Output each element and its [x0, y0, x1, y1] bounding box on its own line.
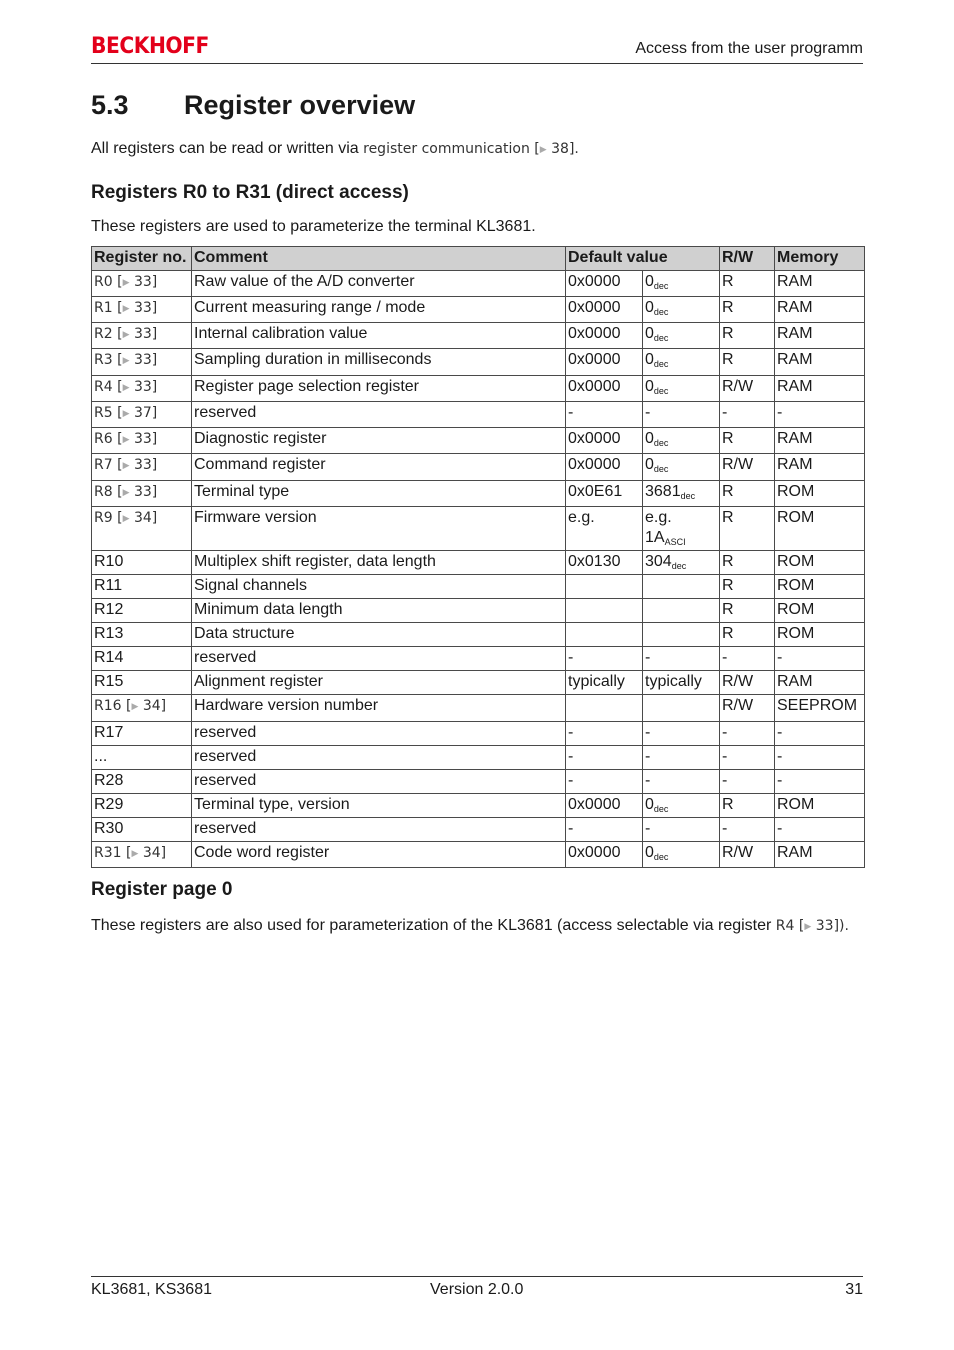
cell-comment: Command register [192, 454, 566, 481]
cell-register [92, 575, 192, 599]
cell-default-hex: - [566, 770, 643, 794]
cell-comment: Multiplex shift register, data length [192, 551, 566, 575]
table-row [92, 428, 865, 454]
value-format-subscript: dec [653, 438, 669, 448]
direct-access-heading: Registers R0 to R31 (direct access) [91, 182, 409, 203]
default-value: typically [645, 673, 702, 690]
table-row [92, 349, 865, 376]
table-row [92, 722, 865, 746]
register-link[interactable]: R7 [94, 457, 113, 473]
cell-register [92, 599, 192, 623]
cell-register: R1 [▶ 33] [92, 297, 192, 323]
page-ref-icon: ▶ [122, 330, 130, 340]
value-format-subscript: dec [653, 386, 669, 396]
register-link[interactable]: R16 [94, 698, 122, 714]
table-header-row [92, 247, 865, 271]
default-value: 0 [645, 351, 654, 368]
direct-access-text: These registers are used to parameterize the terminal KL3681. [91, 218, 536, 235]
cell-register: R0 [▶ 33] [92, 271, 192, 297]
page-ref-icon: ▶ [131, 849, 139, 859]
cell-default-dec [643, 376, 720, 402]
cell-memory: SEEPROM [775, 695, 865, 722]
register-link[interactable]: R1 [94, 300, 113, 316]
register-number: R30 [94, 820, 124, 837]
table-row [92, 271, 865, 297]
cell-default-dec [643, 323, 720, 349]
page-ref-icon: ▶ [122, 435, 130, 445]
cell-memory: - [775, 647, 865, 671]
cell-default-dec [643, 507, 720, 551]
register-number: ... [94, 748, 108, 765]
cell-comment: Sampling duration in milliseconds [192, 349, 566, 376]
cell-memory: ROM [775, 481, 865, 507]
col-memory: Memory [775, 247, 865, 271]
register-page-ref[interactable]: 33 [133, 379, 152, 395]
cell-register: R5 [▶ 37] [92, 402, 192, 428]
cell-comment: Hardware version number [192, 695, 566, 722]
cell-rw: R [720, 794, 775, 818]
page-ref-icon: ▶ [122, 383, 130, 393]
cell-memory: RAM [775, 454, 865, 481]
cell-register [92, 671, 192, 695]
page-ref-icon: ▶ [122, 409, 130, 419]
default-value: - [645, 748, 651, 765]
register-page-ref[interactable]: 34 [142, 698, 161, 714]
cell-comment: reserved [192, 402, 566, 428]
cell-memory: - [775, 746, 865, 770]
register-page-ref[interactable]: 33 [133, 326, 152, 342]
cell-default-dec [643, 671, 720, 695]
table-row [92, 647, 865, 671]
cell-default-hex: 0x0000 [566, 454, 643, 481]
header-divider [91, 63, 863, 64]
cell-memory: RAM [775, 271, 865, 297]
cell-rw: R [720, 623, 775, 647]
cell-memory: RAM [775, 349, 865, 376]
cell-default-hex [566, 599, 643, 623]
cell-default-dec [643, 481, 720, 507]
cell-comment: Raw value of the A/D converter [192, 271, 566, 297]
intro-tail: ]. [568, 141, 579, 157]
table-row [92, 818, 865, 842]
register-link[interactable]: R4 [94, 379, 113, 395]
page-ref-icon: ▶ [122, 461, 130, 471]
cell-default-hex [566, 575, 643, 599]
cell-rw: R [720, 349, 775, 376]
table-row [92, 323, 865, 349]
table-row [92, 481, 865, 507]
default-value: 3681 [645, 483, 681, 500]
cell-comment: Current measuring range / mode [192, 297, 566, 323]
register-page-ref[interactable]: 33 [133, 431, 152, 447]
cell-default-dec [643, 794, 720, 818]
cell-default-dec [643, 647, 720, 671]
col-comment: Comment [192, 247, 566, 271]
col-rw: R/W [720, 247, 775, 271]
cell-default-dec [643, 842, 720, 868]
cell-default-dec [643, 623, 720, 647]
value-format-subscript: dec [653, 359, 669, 369]
default-value: 0 [645, 430, 654, 447]
table-row [92, 794, 865, 818]
cell-comment: Register page selection register [192, 376, 566, 402]
default-value: 0 [645, 273, 654, 290]
default-value: 0 [645, 325, 654, 342]
cell-rw: - [720, 402, 775, 428]
cell-comment: Terminal type [192, 481, 566, 507]
intro-text: All registers can be read or written via [91, 140, 364, 157]
register-page-ref[interactable]: 37 [133, 405, 152, 421]
footer-page-number: 31 [845, 1281, 863, 1298]
table-row [92, 695, 865, 722]
cell-rw: - [720, 647, 775, 671]
register-link[interactable]: R2 [94, 326, 113, 342]
register-number: R10 [94, 553, 124, 570]
cell-register [92, 647, 192, 671]
table-row [92, 623, 865, 647]
register-page-0-heading: Register page 0 [91, 879, 233, 900]
cell-register [92, 623, 192, 647]
cell-memory: - [775, 770, 865, 794]
default-value-line2: 1A [645, 529, 665, 546]
cell-memory: ROM [775, 551, 865, 575]
cell-memory: - [775, 402, 865, 428]
register-link[interactable]: R3 [94, 352, 113, 368]
register-link[interactable]: R0 [94, 274, 113, 290]
cell-default-dec [643, 428, 720, 454]
register-number: R14 [94, 649, 124, 666]
page-ref-icon: ▶ [131, 702, 139, 712]
cell-register [92, 551, 192, 575]
default-value: 0 [645, 456, 654, 473]
cell-default-hex: 0x0000 [566, 323, 643, 349]
cell-default-hex: typically [566, 671, 643, 695]
value-format-subscript: dec [653, 281, 669, 291]
table-row [92, 376, 865, 402]
table-row [92, 297, 865, 323]
value-format-subscript: dec [653, 804, 669, 814]
cell-default-dec [643, 271, 720, 297]
cell-default-dec [643, 551, 720, 575]
cell-memory: RAM [775, 671, 865, 695]
table-row [92, 402, 865, 428]
cell-rw: R [720, 599, 775, 623]
register-page-ref[interactable]: 34 [133, 510, 152, 526]
register-page-ref[interactable]: 33 [133, 457, 152, 473]
cell-default-hex: - [566, 722, 643, 746]
cell-default-dec [643, 818, 720, 842]
cell-rw: - [720, 818, 775, 842]
cell-default-dec [643, 349, 720, 376]
cell-default-dec [643, 746, 720, 770]
cell-rw: R [720, 481, 775, 507]
value-format-subscript: dec [653, 464, 669, 474]
cell-memory: RAM [775, 297, 865, 323]
cell-default-dec [643, 599, 720, 623]
cell-rw: R [720, 271, 775, 297]
cell-default-hex: 0x0E61 [566, 481, 643, 507]
page0-page-ref[interactable]: 33 [815, 918, 834, 934]
cell-default-hex: 0x0130 [566, 551, 643, 575]
cell-default-dec [643, 402, 720, 428]
default-value: - [645, 404, 651, 421]
cell-memory: RAM [775, 376, 865, 402]
cell-default-dec [643, 297, 720, 323]
default-value: - [645, 820, 651, 837]
register-number: R17 [94, 724, 124, 741]
cell-default-dec [643, 722, 720, 746]
cell-register [92, 746, 192, 770]
cell-comment: reserved [192, 722, 566, 746]
cell-comment: reserved [192, 770, 566, 794]
table-row [92, 746, 865, 770]
section-number: 5.3 [91, 90, 129, 120]
cell-rw: R/W [720, 695, 775, 722]
cell-default-hex: - [566, 647, 643, 671]
cell-register [92, 818, 192, 842]
footer-divider [91, 1276, 863, 1277]
cell-rw: R/W [720, 376, 775, 402]
section-heading: Register overview [184, 90, 416, 120]
cell-comment: Data structure [192, 623, 566, 647]
intro-page-ref[interactable]: 38 [551, 141, 569, 157]
cell-rw: - [720, 746, 775, 770]
register-number: R15 [94, 673, 124, 690]
cell-default-hex: - [566, 402, 643, 428]
register-number: R28 [94, 772, 124, 789]
value-format-subscript: ASCI [664, 537, 686, 547]
value-format-subscript: dec [653, 852, 669, 862]
cell-memory: - [775, 818, 865, 842]
cell-default-hex: - [566, 746, 643, 770]
register-page-0-text: These registers are also used for parameterization of the KL3681 (access selectable via register R4 [▶ 33]). [91, 917, 849, 934]
cell-default-hex: 0x0000 [566, 842, 643, 868]
cell-default-hex: 0x0000 [566, 428, 643, 454]
cell-comment: Firmware version [192, 507, 566, 551]
cell-register: R8 [▶ 33] [92, 481, 192, 507]
cell-memory: ROM [775, 599, 865, 623]
cell-default-hex: 0x0000 [566, 349, 643, 376]
intro-paragraph: All registers can be read or written via register communication [▶ 38]. [91, 140, 579, 157]
register-communication-link[interactable]: register communication [363, 141, 530, 157]
cell-rw: R [720, 507, 775, 551]
cell-default-dec [643, 695, 720, 722]
cell-default-dec [643, 454, 720, 481]
cell-comment: Signal channels [192, 575, 566, 599]
cell-rw: R/W [720, 454, 775, 481]
cell-register: R6 [▶ 33] [92, 428, 192, 454]
table-row [92, 770, 865, 794]
cell-default-dec [643, 770, 720, 794]
default-value: - [645, 724, 651, 741]
cell-register: R31 [▶ 34] [92, 842, 192, 868]
cell-memory: RAM [775, 842, 865, 868]
cell-default-hex: e.g. [566, 507, 643, 551]
cell-default-dec [643, 575, 720, 599]
cell-register [92, 770, 192, 794]
value-format-subscript: dec [653, 307, 669, 317]
cell-memory: ROM [775, 575, 865, 599]
cell-memory: ROM [775, 623, 865, 647]
col-register-no: Register no. [92, 247, 192, 271]
register-link[interactable]: R5 [94, 405, 113, 421]
register-link[interactable]: R31 [94, 845, 122, 861]
cell-register: R4 [▶ 33] [92, 376, 192, 402]
page-ref-icon: ▶ [122, 304, 130, 314]
col-default-value: Default value [566, 247, 720, 271]
value-format-subscript: dec [653, 333, 669, 343]
cell-register: R9 [▶ 34] [92, 507, 192, 551]
section-title [91, 90, 415, 121]
cell-default-hex [566, 623, 643, 647]
page-ref-icon: ▶ [539, 145, 547, 155]
table-row [92, 551, 865, 575]
register-page-ref[interactable]: 33 [133, 484, 152, 500]
header-title: Access from the user programm [635, 40, 863, 57]
cell-comment: Terminal type, version [192, 794, 566, 818]
cell-comment: reserved [192, 647, 566, 671]
cell-memory: RAM [775, 323, 865, 349]
cell-comment: Minimum data length [192, 599, 566, 623]
cell-memory: RAM [775, 428, 865, 454]
cell-register: R2 [▶ 33] [92, 323, 192, 349]
register-page-ref[interactable]: 33 [133, 274, 152, 290]
cell-rw: - [720, 722, 775, 746]
cell-memory: ROM [775, 794, 865, 818]
register-link[interactable]: R9 [94, 510, 113, 526]
cell-register: R3 [▶ 33] [92, 349, 192, 376]
register-page-ref[interactable]: 34 [142, 845, 161, 861]
value-format-subscript: dec [671, 561, 687, 571]
register-table [91, 246, 865, 868]
page0-text: These registers are also used for parameterization of the KL3681 (access selectable via register [91, 917, 776, 934]
table-row [92, 454, 865, 481]
cell-default-hex: 0x0000 [566, 271, 643, 297]
register-page-ref[interactable]: 33 [133, 352, 152, 368]
cell-default-hex [566, 695, 643, 722]
cell-comment: Diagnostic register [192, 428, 566, 454]
cell-default-hex: 0x0000 [566, 297, 643, 323]
default-value: 304 [645, 553, 672, 570]
cell-comment: Alignment register [192, 671, 566, 695]
cell-rw: R/W [720, 842, 775, 868]
page-ref-icon: ▶ [122, 356, 130, 366]
register-link[interactable]: R6 [94, 431, 113, 447]
beckhoff-logo: BECKHOFF [91, 34, 209, 59]
table-row [92, 671, 865, 695]
page-ref-icon: ▶ [122, 278, 130, 288]
register-number: R29 [94, 796, 124, 813]
cell-memory: - [775, 722, 865, 746]
default-value: 0 [645, 844, 654, 861]
cell-comment: Internal calibration value [192, 323, 566, 349]
cell-default-hex: 0x0000 [566, 376, 643, 402]
default-value: 0 [645, 796, 654, 813]
page-ref-icon: ▶ [122, 514, 130, 524]
cell-memory: ROM [775, 507, 865, 551]
cell-register [92, 794, 192, 818]
cell-rw: R [720, 297, 775, 323]
cell-rw: R [720, 428, 775, 454]
table-row [92, 599, 865, 623]
cell-rw: R [720, 575, 775, 599]
cell-comment: reserved [192, 746, 566, 770]
table-row [92, 507, 865, 551]
page-ref-icon: ▶ [804, 922, 812, 932]
default-value: 0 [645, 299, 654, 316]
register-page-ref[interactable]: 33 [133, 300, 152, 316]
page-ref-icon: ▶ [122, 488, 130, 498]
table-row [92, 575, 865, 599]
cell-default-hex: - [566, 818, 643, 842]
cell-register: R7 [▶ 33] [92, 454, 192, 481]
default-value: - [645, 772, 651, 789]
footer-product: KL3681, KS3681 [91, 1281, 212, 1298]
register-number: R13 [94, 625, 124, 642]
cell-rw: R [720, 323, 775, 349]
register-link[interactable]: R8 [94, 484, 113, 500]
cell-comment: reserved [192, 818, 566, 842]
cell-comment: Code word register [192, 842, 566, 868]
cell-default-hex: 0x0000 [566, 794, 643, 818]
cell-rw: - [720, 770, 775, 794]
register-number: R12 [94, 601, 124, 618]
cell-register [92, 722, 192, 746]
value-format-subscript: dec [680, 491, 696, 501]
page0-register-link[interactable]: R4 [775, 918, 795, 934]
footer-version: Version 2.0.0 [430, 1281, 524, 1298]
cell-register: R16 [▶ 34] [92, 695, 192, 722]
default-value: 0 [645, 378, 654, 395]
table-row [92, 842, 865, 868]
default-value: e.g. [645, 509, 672, 526]
default-value: - [645, 649, 651, 666]
cell-rw: R [720, 551, 775, 575]
register-number: R11 [94, 577, 123, 594]
cell-rw: R/W [720, 671, 775, 695]
page0-tail: ]). [833, 918, 849, 934]
